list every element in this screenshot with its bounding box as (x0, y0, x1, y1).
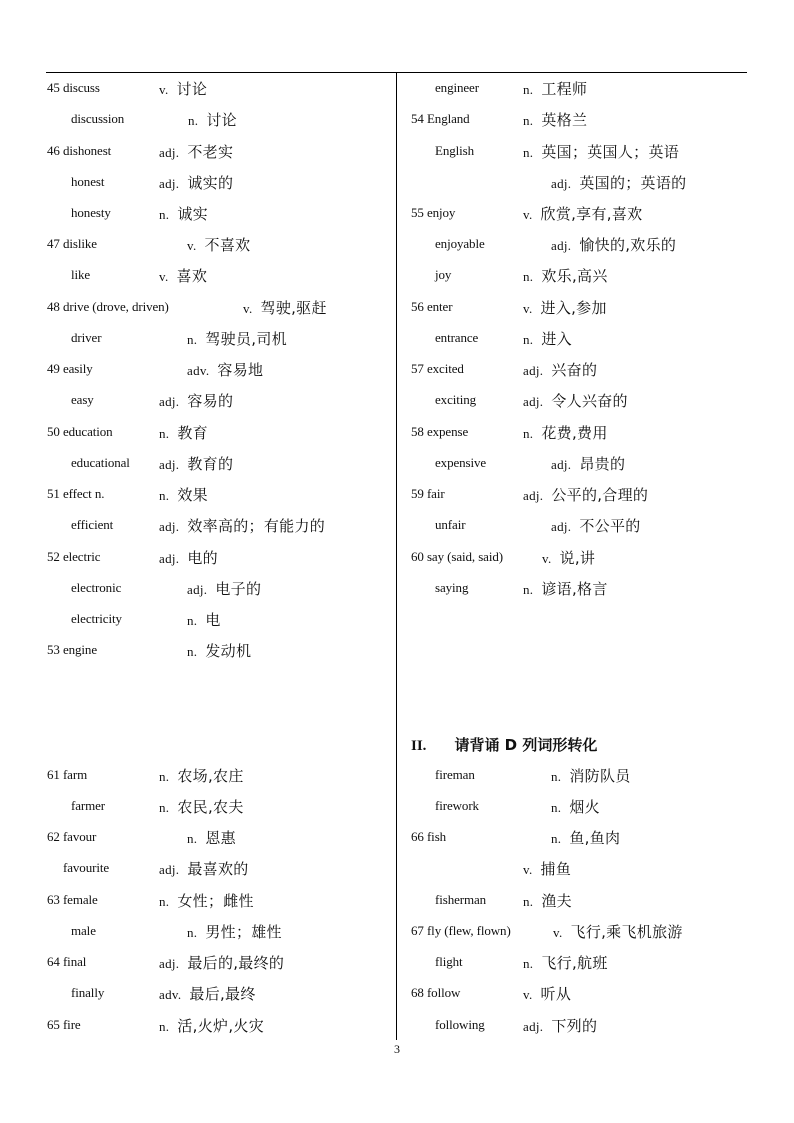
entry-word: fireman (435, 767, 475, 782)
entry-meaning: adj. 昂贵的 (551, 455, 626, 473)
entry-meaning: n. 消防队员 (551, 767, 631, 785)
entry-meaning: adj. 不老实 (159, 143, 234, 161)
entry-meaning: n. 效果 (159, 486, 208, 504)
entry-meaning: n. 男性；雄性 (187, 923, 282, 941)
entry-word: 56 enter (411, 299, 453, 314)
entry-meaning: v. 不喜欢 (187, 236, 251, 254)
entry-meaning: adj. 愉快的,欢乐的 (551, 236, 677, 254)
entry-word: favourite (63, 860, 110, 875)
entry-meaning: n. 英国；英国人；英语 (523, 143, 680, 161)
entry-meaning: n. 花费,费用 (523, 424, 608, 442)
entry-meaning: adj. 容易的 (159, 392, 234, 410)
entry-word: efficient (71, 517, 114, 532)
entry-word: 46 dishonest (47, 143, 112, 158)
entry-meaning: v. 讨论 (159, 80, 208, 98)
entry-meaning: adj. 最喜欢的 (159, 860, 249, 878)
entry-meaning: adj. 电子的 (187, 580, 262, 598)
entry-word: enjoyable (435, 236, 485, 251)
entry-meaning: v. 听从 (523, 985, 572, 1003)
entry-word: 55 enjoy (411, 205, 456, 220)
entry-word: easy (71, 392, 94, 407)
entry-word: engineer (435, 80, 479, 95)
entry-word: entrance (435, 330, 479, 345)
entry-meaning: n. 驾驶员,司机 (187, 330, 287, 348)
entry-word: 62 favour (47, 829, 97, 844)
entry-meaning: adj. 诚实的 (159, 174, 234, 192)
entry-word: discussion (71, 111, 125, 126)
entry-word: electricity (71, 611, 122, 626)
entry-word: 53 engine (47, 642, 98, 657)
entry-word: male (71, 923, 96, 938)
entry-meaning: v. 飞行,乘飞机旅游 (553, 923, 683, 941)
entry-meaning: n. 恩惠 (187, 829, 236, 847)
entry-meaning: n. 活,火炉,火灾 (159, 1017, 264, 1035)
entry-meaning: adv. 最后,最终 (159, 985, 256, 1003)
entry-meaning: v. 进入,参加 (523, 299, 607, 317)
entry-meaning: n. 工程师 (523, 80, 588, 98)
entry-meaning: adj. 令人兴奋的 (523, 392, 628, 410)
entry-word: 54 England (411, 111, 470, 126)
entry-word: 64 final (47, 954, 87, 969)
entry-meaning: v. 喜欢 (159, 267, 208, 285)
entry-word: expensive (435, 455, 487, 470)
entry-word: like (71, 267, 91, 282)
entry-word: 63 female (47, 892, 98, 907)
entry-meaning: adj. 最后的,最终的 (159, 954, 285, 972)
entry-word: exciting (435, 392, 477, 407)
entry-meaning: n. 教育 (159, 424, 208, 442)
entry-meaning: n. 女性；雌性 (159, 892, 254, 910)
entry-word: 61 farm (47, 767, 88, 782)
entry-meaning: n. 鱼,鱼肉 (551, 829, 621, 847)
entry-meaning: adj. 不公平的 (551, 517, 641, 535)
entry-meaning: n. 英格兰 (523, 111, 588, 129)
entry-meaning: v. 捕鱼 (523, 860, 572, 878)
entry-word: 68 follow (411, 985, 461, 1000)
entry-meaning: n. 欢乐,高兴 (523, 267, 608, 285)
entry-word: 48 drive (drove, driven) (47, 299, 169, 314)
entry-meaning: adj. 效率高的；有能力的 (159, 517, 326, 535)
entry-meaning: n. 谚语,格言 (523, 580, 608, 598)
entry-word: 58 expense (411, 424, 469, 439)
entry-meaning: n. 农场,农庄 (159, 767, 244, 785)
entry-meaning: n. 飞行,航班 (523, 954, 608, 972)
entry-meaning: n. 农民,农夫 (159, 798, 244, 816)
page-number: 3 (394, 1042, 400, 1056)
entry-word: farmer (71, 798, 106, 813)
entry-meaning: adj. 英国的；英语的 (551, 174, 687, 192)
entry-word: firework (435, 798, 479, 813)
entry-meaning: adj. 电的 (159, 549, 218, 567)
entry-meaning: adj. 下列的 (523, 1017, 598, 1035)
entry-meaning: n. 讨论 (188, 111, 237, 129)
entry-word: honesty (71, 205, 111, 220)
entry-meaning: adj. 兴奋的 (523, 361, 598, 379)
entry-meaning: v. 说,讲 (542, 549, 596, 567)
entry-word: unfair (435, 517, 466, 532)
entry-meaning: v. 驾驶,驱赶 (243, 299, 327, 317)
entry-word: joy (435, 267, 452, 282)
entry-meaning: adj. 教育的 (159, 455, 234, 473)
entry-word: 60 say (said, said) (411, 549, 503, 564)
entry-meaning: v. 欣赏,享有,喜欢 (523, 205, 643, 223)
entry-word: 59 fair (411, 486, 445, 501)
entry-meaning: n. 电 (187, 611, 221, 629)
entry-word: following (435, 1017, 485, 1032)
entry-word: flight (435, 954, 463, 969)
entry-meaning: adj. 公平的,合理的 (523, 486, 649, 504)
entry-meaning: n. 诚实 (159, 205, 208, 223)
entry-word: electronic (71, 580, 122, 595)
entry-word: 65 fire (47, 1017, 81, 1032)
entry-word: fisherman (435, 892, 487, 907)
entry-word: English (435, 143, 475, 158)
entry-word: educational (71, 455, 130, 470)
column-divider (396, 72, 397, 1040)
entry-word: honest (71, 174, 105, 189)
entry-word: 51 effect n. (47, 486, 105, 501)
entry-word: 50 education (47, 424, 113, 439)
entry-word: saying (435, 580, 469, 595)
entry-word: 67 fly (flew, flown) (411, 923, 511, 938)
section-title: 请背诵 D 列词形转化 (454, 736, 598, 754)
entry-meaning: adv. 容易地 (187, 361, 264, 379)
entry-word: 45 discuss (47, 80, 100, 95)
entry-word: 57 excited (411, 361, 464, 376)
section-number: II. (411, 738, 427, 754)
entry-word: finally (71, 985, 105, 1000)
entry-word: driver (71, 330, 102, 345)
entry-meaning: n. 发动机 (187, 642, 252, 660)
entry-word: 66 fish (411, 829, 447, 844)
entry-word: 52 electric (47, 549, 101, 564)
entry-word: 47 dislike (47, 236, 97, 251)
entry-meaning: n. 渔夫 (523, 892, 572, 910)
entry-meaning: n. 进入 (523, 330, 572, 348)
entry-meaning: n. 烟火 (551, 798, 600, 816)
entry-word: 49 easily (47, 361, 93, 376)
